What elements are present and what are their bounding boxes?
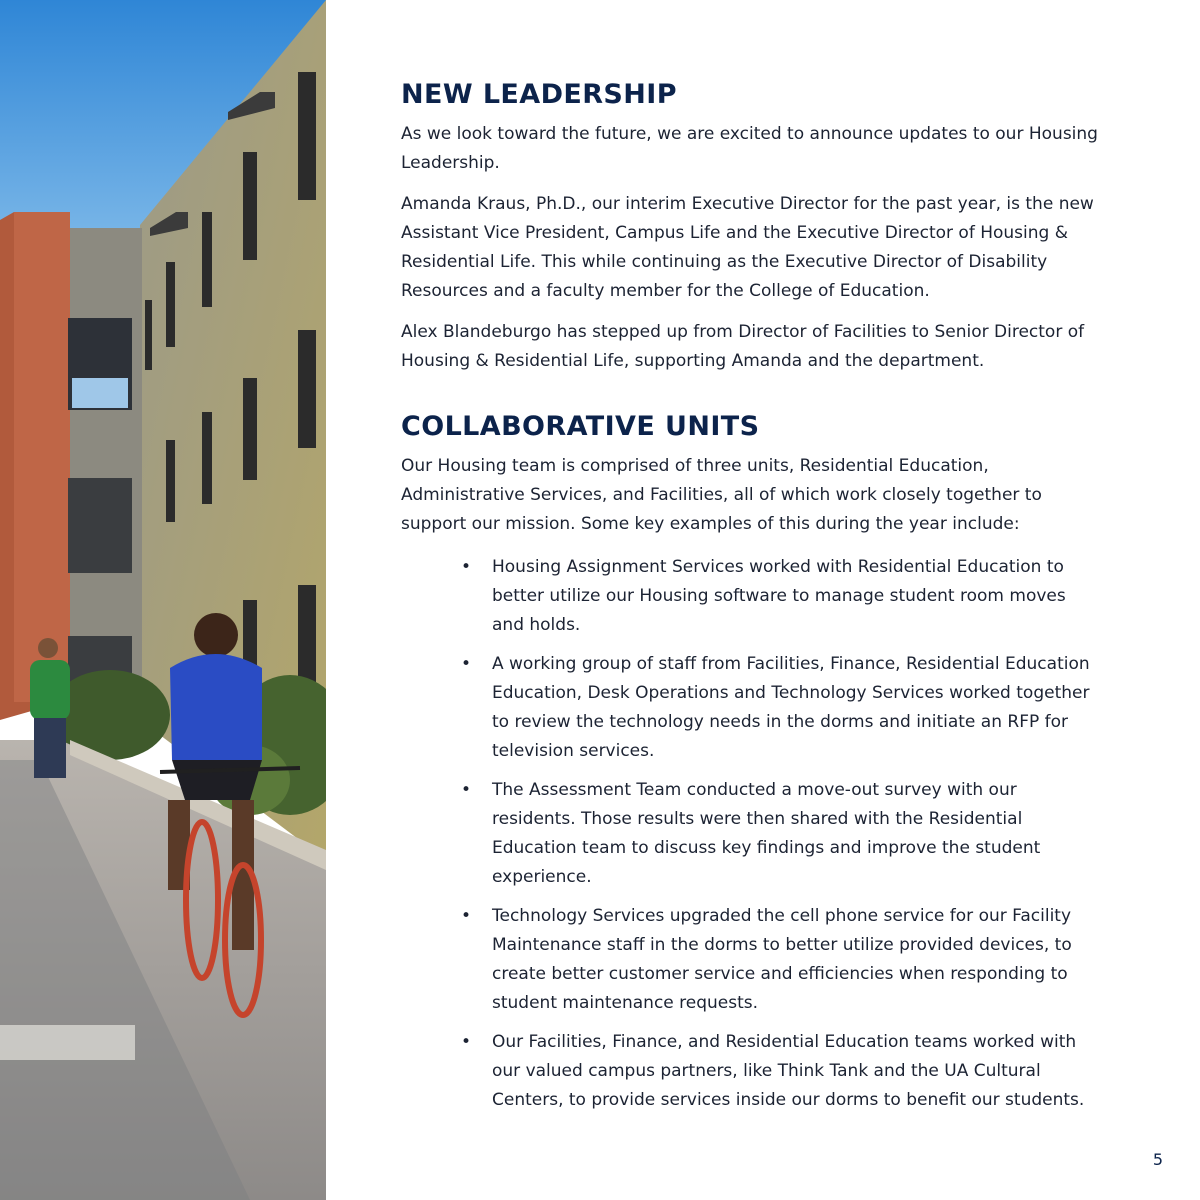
- list-item-text: Our Facilities, Finance, and Residential Education teams worked with our valued campus partners, like Think Tank and the UA Cultural Centers, to provide services inside our dorms to benefit our students.: [492, 1032, 1085, 1110]
- bullet-icon: •: [461, 780, 472, 800]
- list-item: [401, 776, 1101, 892]
- content-column: [401, 78, 1101, 1125]
- new-leadership-section: [401, 78, 1101, 376]
- paragraph: Our Housing team is comprised of three units, Residential Education, Administrative Services, and Facilities, all of which work closely together to support our mission. Some key examples of this during the year include:: [401, 456, 1042, 534]
- list-item: [401, 902, 1101, 1018]
- examples-list: [401, 553, 1101, 1115]
- section-heading: COLLABORATIVE UNITS: [401, 411, 760, 442]
- collaborative-units-section: [401, 410, 1101, 1115]
- list-item-text: The Assessment Team conducted a move-out survey with our residents. Those results were then shared with the Residential Education team to discuss key findings and improve the student experience.: [492, 780, 1041, 887]
- list-item-text: Housing Assignment Services worked with Residential Education to better utilize our Housing software to manage student room moves and holds.: [492, 557, 1066, 635]
- bullet-icon: •: [461, 557, 472, 577]
- bullet-icon: •: [461, 1032, 472, 1052]
- paragraph: As we look toward the future, we are excited to announce updates to our Housing Leadership.: [401, 124, 1098, 173]
- list-item: [401, 650, 1101, 766]
- list-item-text: Technology Services upgraded the cell phone service for our Facility Maintenance staff in the dorms to better utilize provided devices, to create better customer service and efficiencies when responding to student maintenance requests.: [492, 906, 1072, 1013]
- bullet-icon: •: [461, 906, 472, 926]
- campus-photo: [0, 0, 326, 1200]
- list-item: [401, 1028, 1101, 1115]
- page-number: 5: [1152, 1150, 1163, 1169]
- section-heading: NEW LEADERSHIP: [401, 79, 677, 110]
- list-item-text: A working group of staff from Facilities, Finance, Residential Education Education, Desk Operations and Technology Services worked together to review the technology needs in the dorms and initiate an RFP for television services.: [492, 654, 1090, 761]
- list-item: [401, 553, 1101, 640]
- bullet-icon: •: [461, 654, 472, 674]
- paragraph: Alex Blandeburgo has stepped up from Director of Facilities to Senior Director of Housing & Residential Life, supporting Amanda and the department.: [401, 322, 1085, 371]
- paragraph: Amanda Kraus, Ph.D., our interim Executive Director for the past year, is the new Assistant Vice President, Campus Life and the Executive Director of Housing & Residential Life. This while continuing as the Executive Director of Disability Resources and a faculty member for the College of Education.: [401, 194, 1094, 301]
